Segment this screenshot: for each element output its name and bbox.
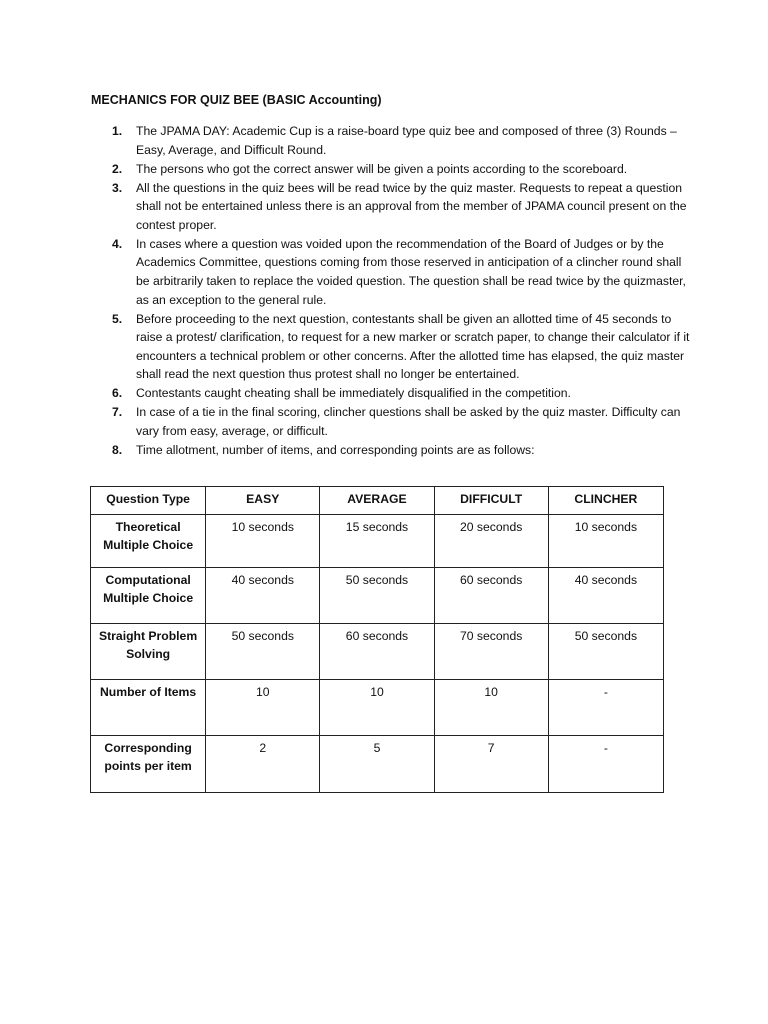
table-cell: 5 — [320, 736, 434, 793]
table-cell: 10 — [434, 680, 548, 736]
header-question-type: Question Type — [91, 487, 206, 515]
row-label: Theoretical Multiple Choice — [91, 515, 206, 568]
rule-item — [91, 403, 691, 440]
table-cell: - — [548, 736, 663, 793]
rule-number: 3. — [112, 180, 123, 195]
rule-text: Contestants caught cheating shall be immediately disqualified in the competition. — [136, 386, 571, 401]
table-cell: 10 seconds — [206, 515, 320, 568]
table-cell: 10 — [206, 680, 320, 736]
rule-number: 5. — [112, 311, 123, 326]
rule-number: 6. — [112, 386, 123, 401]
rule-text: In case of a tie in the final scoring, clincher questions shall be asked by the quiz master. Difficulty can vary from easy, average, or difficult. — [136, 405, 681, 438]
rule-item — [91, 384, 691, 403]
rule-item — [91, 235, 691, 309]
table-cell: 50 seconds — [548, 624, 663, 680]
table-cell: 7 — [434, 736, 548, 793]
rule-text: Time allotment, number of items, and corresponding points are as follows: — [136, 442, 535, 457]
table-cell: 20 seconds — [434, 515, 548, 568]
row-label: Corresponding points per item — [91, 736, 206, 793]
rule-text: Before proceeding to the next question, contestants shall be given an allotted time of 45 seconds to raise a protest/ clarification, to request for a new marker or scratch paper, to change their calculator if it encounters a technical problem or other concerns. After the allotted time has elapsed, the quiz master shall read the next question thus protest shall no longer be entertained. — [136, 311, 690, 382]
rule-text: In cases where a question was voided upon the recommendation of the Board of Judges or by the Academics Committee, questions coming from those reserved in anticipation of a clincher round shall be arbitrarily taken to replace the voided question. The question shall be read twice by the quizmaster, as an exception to the general rule. — [136, 236, 686, 307]
table-cell: 50 seconds — [206, 624, 320, 680]
table-header-row — [91, 487, 664, 515]
header-clincher: CLINCHER — [548, 487, 663, 515]
table-cell: 40 seconds — [206, 568, 320, 624]
table-cell: 60 seconds — [434, 568, 548, 624]
table-row — [91, 568, 664, 624]
table-row — [91, 515, 664, 568]
table-cell: 15 seconds — [320, 515, 434, 568]
table-cell: 70 seconds — [434, 624, 548, 680]
table-cell: - — [548, 680, 663, 736]
rule-number: 8. — [112, 442, 123, 457]
table-cell: 10 seconds — [548, 515, 663, 568]
rule-item — [91, 441, 691, 460]
header-difficult: DIFFICULT — [434, 487, 548, 515]
table-cell: 50 seconds — [320, 568, 434, 624]
table-cell: 60 seconds — [320, 624, 434, 680]
row-label: Computational Multiple Choice — [91, 568, 206, 624]
rule-number: 4. — [112, 236, 123, 251]
rules-list — [91, 122, 691, 460]
rule-item — [91, 160, 691, 179]
row-label: Number of Items — [91, 680, 206, 736]
rule-number: 7. — [112, 405, 123, 420]
rule-number: 1. — [112, 124, 123, 138]
header-easy: EASY — [206, 487, 320, 515]
rule-text: The JPAMA DAY: Academic Cup is a raise-board type quiz bee and composed of three (3) Rounds – Easy, Average, and Difficult Round. — [136, 124, 677, 157]
rule-item — [91, 310, 691, 384]
header-average: AVERAGE — [320, 487, 434, 515]
table-row — [91, 736, 664, 793]
rule-number: 2. — [112, 161, 123, 176]
document-title: MECHANICS FOR QUIZ BEE (BASIC Accounting) — [91, 93, 382, 107]
time-allotment-table — [90, 486, 664, 793]
rule-text: The persons who got the correct answer will be given a points according to the scoreboard. — [136, 161, 628, 176]
row-label: Straight Problem Solving — [91, 624, 206, 680]
table-cell: 40 seconds — [548, 568, 663, 624]
rule-item — [91, 122, 691, 159]
table-cell: 10 — [320, 680, 434, 736]
rule-item — [91, 179, 691, 235]
rule-text: All the questions in the quiz bees will be read twice by the quiz master. Requests to repeat a question shall not be entertained unless there is an approval from the member of JPAMA council present on the contest proper. — [136, 180, 687, 232]
table-row — [91, 624, 664, 680]
table-cell: 2 — [206, 736, 320, 793]
table-row — [91, 680, 664, 736]
